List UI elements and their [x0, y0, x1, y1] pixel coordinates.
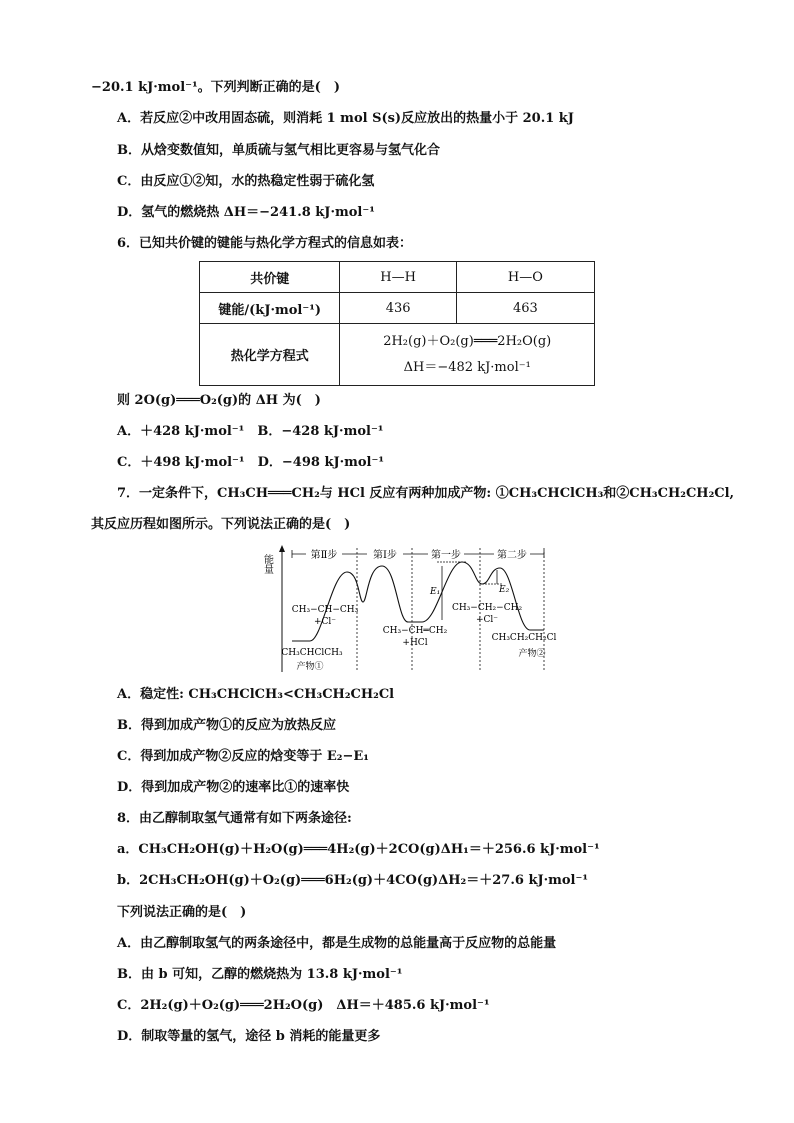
table-header-bond: 共价键	[200, 262, 340, 293]
y-axis-arrow	[279, 545, 285, 552]
q8-route-a: a．CH₃CH₂OH(g)＋H₂O(g)═══4H₂(g)＋2CO(g)ΔH₁＝＋256.6 kJ·mol⁻¹	[117, 842, 600, 857]
table-energy-hh: 436	[340, 293, 456, 324]
table-eq-line1: 2H₂(g)＋O₂(g)═══2H₂O(g)	[383, 333, 552, 349]
q8-question: 下列说法正确的是( )	[117, 905, 247, 920]
q6-question: 则 2O(g)═══O₂(g)的 ΔH 为( )	[117, 393, 321, 408]
left-intermediate-line1: CH₃−CH−CH₃	[291, 605, 359, 615]
q6-options-cd: C．＋498 kJ·mol⁻¹ D．−498 kJ·mol⁻¹	[117, 455, 385, 470]
y-axis-label: 能量	[262, 554, 273, 574]
q7-stem-line2: 其反应历程如图所示。下列说法正确的是( )	[91, 517, 351, 532]
e2-marker	[482, 570, 502, 584]
q5-option-d: D．氢气的燃烧热 ΔH＝−241.8 kJ·mol⁻¹	[117, 205, 375, 220]
q8-option-d: D．制取等量的氢气，途径 b 消耗的能量更多	[117, 1029, 381, 1044]
q7-option-a: A．稳定性: CH₃CHClCH₃<CH₃CH₂CH₂Cl	[117, 687, 395, 702]
q8-option-c: C．2H₂(g)＋O₂(g)═══2H₂O(g) ΔH＝＋485.6 kJ·mol⁻¹	[117, 998, 490, 1013]
step-label-1: 第Ⅱ步	[310, 550, 338, 561]
q6-stem: 6．已知共价键的键能与热化学方程式的信息如表：	[117, 236, 413, 251]
product2-label: 产物②	[518, 649, 546, 659]
q5-option-b: B．从焓变数值知，单质硫与氢气相比更容易与氢气化合	[117, 143, 440, 158]
e2-label: E₂	[499, 585, 510, 595]
step-label-4: 第二步	[497, 550, 527, 561]
q8-option-b: B．由 b 可知，乙醇的燃烧热为 13.8 kJ·mol⁻¹	[117, 967, 403, 982]
q8-stem: 8．由乙醇制取氢气通常有如下两条途径:	[117, 811, 352, 826]
table-header-ho: H—O	[456, 262, 594, 293]
bond-energy-table	[199, 261, 595, 386]
product1-formula: CH₃CHClCH₃	[281, 648, 343, 658]
q5-intro-line: −20.1 kJ·mol⁻¹。下列判断正确的是( )	[91, 80, 340, 95]
table-header-hh: H—H	[340, 262, 456, 293]
q7-stem-line1: 7．一定条件下，CH₃CH═══CH₂与 HCl 反应有两种加成产物: ①CH₃CHClCH₃和②CH₃CH₂CH₂Cl,	[117, 486, 735, 501]
right-intermediate-line1: CH₃−CH₂−CH₂	[451, 603, 523, 613]
left-intermediate-line2: +Cl⁻	[313, 617, 337, 627]
reaction-energy-diagram	[262, 542, 574, 676]
product1-label: 产物①	[296, 662, 324, 672]
reactant-line2: +HCl	[402, 638, 428, 648]
q7-option-c: C．得到加成产物②反应的焓变等于 E₂−E₁	[117, 749, 369, 764]
q5-option-c: C．由反应①②知，水的热稳定性弱于硫化氢	[117, 174, 375, 189]
q5-option-a: A．若反应②中改用固态硫，则消耗 1 mol S(s)反应放出的热量小于 20.1 kJ	[117, 111, 574, 126]
reactant-line1: CH₃−CH═CH₂	[382, 626, 448, 636]
table-energy-ho: 463	[456, 293, 594, 324]
table-eq-line2: ΔH＝−482 kJ·mol⁻¹	[403, 359, 531, 375]
table-eq-label: 热化学方程式	[200, 324, 340, 386]
q6-options-ab: A．＋428 kJ·mol⁻¹ B．−428 kJ·mol⁻¹	[117, 424, 384, 439]
q7-option-d: D．得到加成产物②的速率比①的速率快	[117, 780, 350, 795]
e1-label: E₁	[430, 587, 441, 597]
q7-option-b: B．得到加成产物①的反应为放热反应	[117, 718, 336, 733]
table-eq-cell	[340, 324, 595, 386]
table-energy-label: 键能/(kJ·mol⁻¹)	[200, 293, 340, 324]
step-label-3: 第一步	[431, 550, 461, 561]
right-intermediate-line2: +Cl⁻	[475, 615, 499, 625]
q8-option-a: A．由乙醇制取氢气的两条途径中，都是生成物的总能量高于反应物的总能量	[117, 936, 557, 951]
step-label-2: 第Ⅰ步	[373, 550, 397, 561]
product2-formula: CH₃CH₂CH₂Cl	[491, 633, 557, 643]
q8-route-b: b．2CH₃CH₂OH(g)＋O₂(g)═══6H₂(g)＋4CO(g)ΔH₂＝＋27.6 kJ·mol⁻¹	[117, 873, 589, 888]
